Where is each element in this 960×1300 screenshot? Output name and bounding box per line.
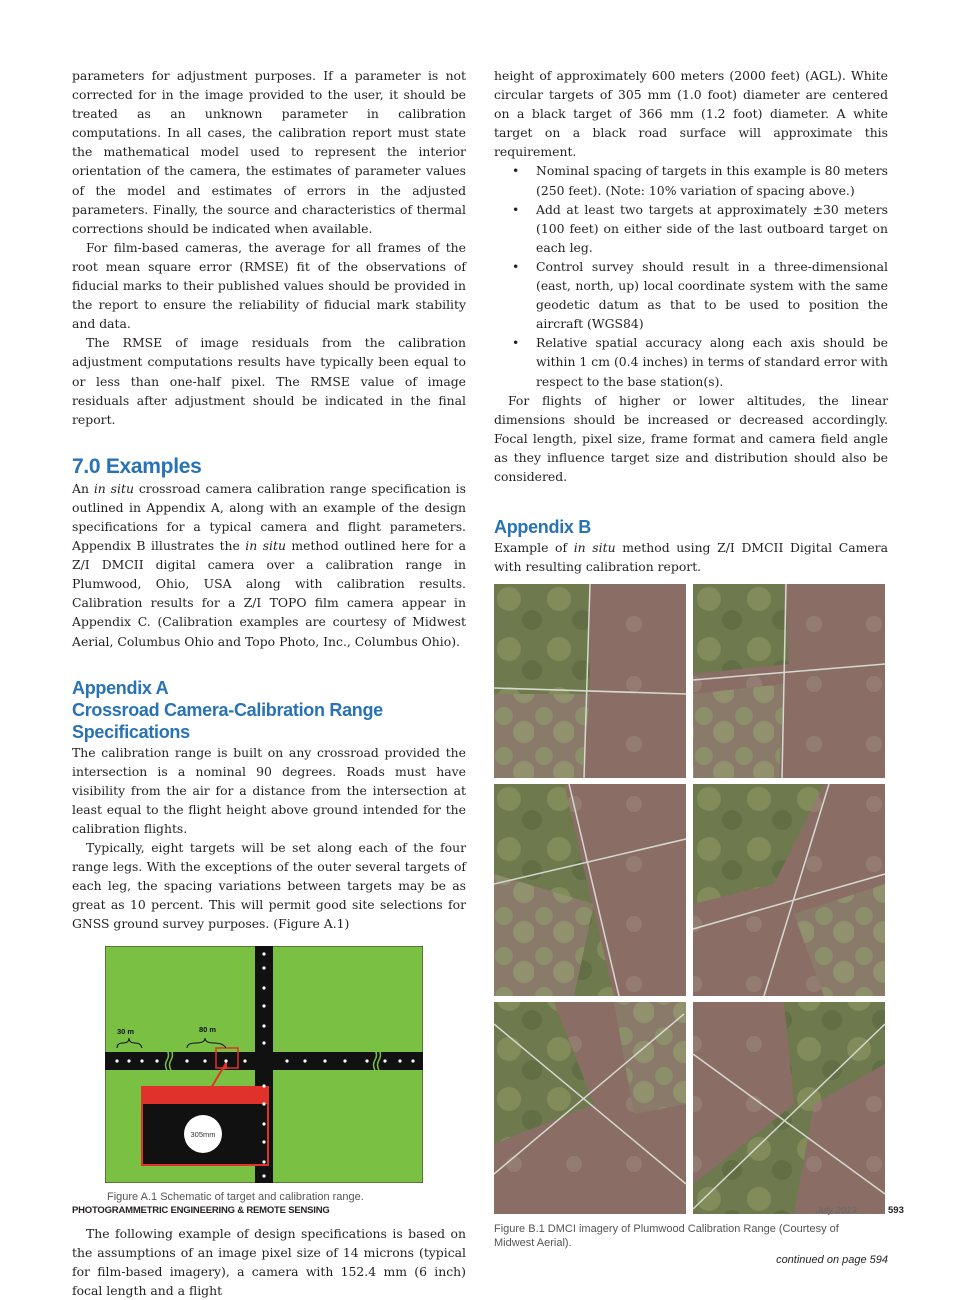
figure-a1-caption: Figure A.1 Schematic of target and calibration range.	[107, 1190, 364, 1203]
list-item	[494, 333, 888, 390]
appendix-a-subheading: Crossroad Camera-Calibration Range Specifications	[72, 699, 383, 742]
bullet-icon: •	[512, 163, 520, 179]
label-30m: 30 m	[117, 1026, 135, 1036]
italic-term: in situ	[573, 540, 616, 556]
aerial-image-1	[494, 584, 686, 778]
target-diameter-label: 305mm	[190, 1129, 216, 1139]
bullet-icon: •	[512, 335, 520, 351]
aerial-image-6	[693, 1002, 885, 1214]
appendix-a-heading: Appendix A	[72, 677, 169, 698]
paragraph: The RMSE of image residuals from the calibration adjustment computations results have typically been equal to or less than one-half pixel. The RMSE value of image residuals after adjustment should be indicated in the final report.	[72, 335, 466, 427]
paragraph: The calibration range is built on any crossroad provided the intersection is a nominal 90 degrees. Roads must have visibility from the air for a distance from the intersection at least equal to the flight height above ground intended for the calibration flights.	[72, 744, 466, 836]
journal-name: PHOTOGRAMMETRIC ENGINEERING & REMOTE SENSING	[72, 1205, 330, 1216]
paragraph-appendix-b	[494, 538, 888, 576]
issue-date: July 2013	[816, 1205, 857, 1216]
page-number: 593	[888, 1205, 904, 1216]
text-run: crossroad camera calibration range specification is outlined in Appendix A, along with an example of the design specifications for a typical camera and flight parameters. Appendix B illustrates the	[72, 480, 467, 554]
paragraph: For flights of higher or lower altitudes, the linear dimensions should be increased or decreased accordingly. Focal length, pixel size, frame format and camera field angle as they influence target size and distribution should also be considered.	[494, 392, 888, 484]
italic-term: in situ	[93, 480, 134, 496]
paragraph: The following example of design specifications is based on the assumptions of an image pixel size of 14 microns (typical for film-based imagery), a camera with 152.4 mm (6 inch) focal length and a flight	[72, 1225, 466, 1298]
paragraph: Typically, eight targets will be set along each of the four range legs. With the exceptions of the outer several targets of each leg, the spacing variations between targets may be as great as 10 percent. This will permit good site selections for GNSS ground survey purposes. (Figure A.1)	[72, 840, 466, 932]
section-heading-examples: 7.0 Examples	[72, 454, 202, 478]
list-item	[494, 257, 888, 333]
appendix-b-heading: Appendix B	[494, 517, 592, 538]
list-item-text: Nominal spacing of targets in this example is 80 meters (250 feet). (Note: 10% variation of spacing above.)	[536, 163, 888, 198]
list-item-text: Relative spatial accuracy along each axis should be within 1 cm (0.4 inches) in terms of standard error with respect to the base station(s).	[536, 335, 888, 389]
text-run: method using Z/I DMCII Digital Camera with resulting calibration report.	[494, 540, 888, 575]
label-80m: 80 m	[199, 1024, 217, 1034]
aerial-image-2	[693, 584, 885, 778]
paragraph: height of approximately 600 meters (2000 feet) (AGL). White circular targets of 305 mm (1.0 foot) diameter are centered on a black target of 366 mm (1.2 foot) diameter. A white target on a black road surface will approximate this requirement.	[494, 68, 888, 160]
aerial-image-3	[494, 784, 686, 996]
paragraph: parameters for adjustment purposes. If a parameter is not corrected for in the image provided to the user, it should be treated as an unknown parameter in calibration computations. In all cases, the calibration report must state the mathematical model used to represent the interior orientation of the camera, the estimates of parameter values of the model and estimates of errors in the adjusted parameters. Finally, the source and characteristics of thermal corrections should be indicated when available.	[72, 68, 466, 236]
aerial-image-4	[693, 784, 885, 996]
horizontal-road	[105, 1052, 423, 1070]
figure-a1	[105, 946, 423, 1183]
paragraph: For film-based cameras, the average for all frames of the root mean square error (RMSE) fit of the observations of fiducial marks to their published values should be provided in the report to ensure the reliability of fiducial mark stability and data.	[72, 239, 466, 332]
bullet-list	[494, 161, 888, 390]
list-item	[494, 161, 888, 199]
figure-b1	[494, 584, 888, 1214]
figure-b1-caption: Figure B.1 DMCI imagery of Plumwood Calibration Range (Courtesy of Midwest Aerial).	[494, 1223, 839, 1250]
text-run: An	[72, 480, 94, 496]
list-item-text: Control survey should result in a three-dimensional (east, north, up) local coordinate system with the same geodetic datum as that to be used to position the aircraft (WGS84)	[536, 258, 888, 332]
calibration-range-schematic	[105, 946, 423, 1183]
bullet-icon: •	[512, 258, 520, 274]
aerial-imagery-grid	[494, 584, 888, 1214]
text-run: Example of	[494, 540, 574, 556]
italic-term: in situ	[245, 538, 286, 554]
left-column	[72, 66, 466, 1300]
continued-note: continued on page 594	[776, 1254, 888, 1267]
aerial-image-5	[494, 1002, 686, 1214]
list-item	[494, 200, 888, 257]
right-column	[494, 66, 888, 1266]
paragraph-examples	[72, 479, 466, 651]
list-item-text: Add at least two targets at approximately ±30 meters (100 feet) on either side of the last outboard target on each leg.	[536, 201, 888, 255]
bullet-icon: •	[512, 201, 520, 217]
text-run: method outlined here for a Z/I DMCII digital camera over a calibration range in Plumwood, Ohio, USA along with calibration results. Calibration results for a Z/I TOPO film camera appear in Appendix C. (Calibration examples are courtesy of Midwest Aerial, Columbus Ohio and Topo Photo, Inc., Columbus Ohio).	[72, 538, 466, 649]
